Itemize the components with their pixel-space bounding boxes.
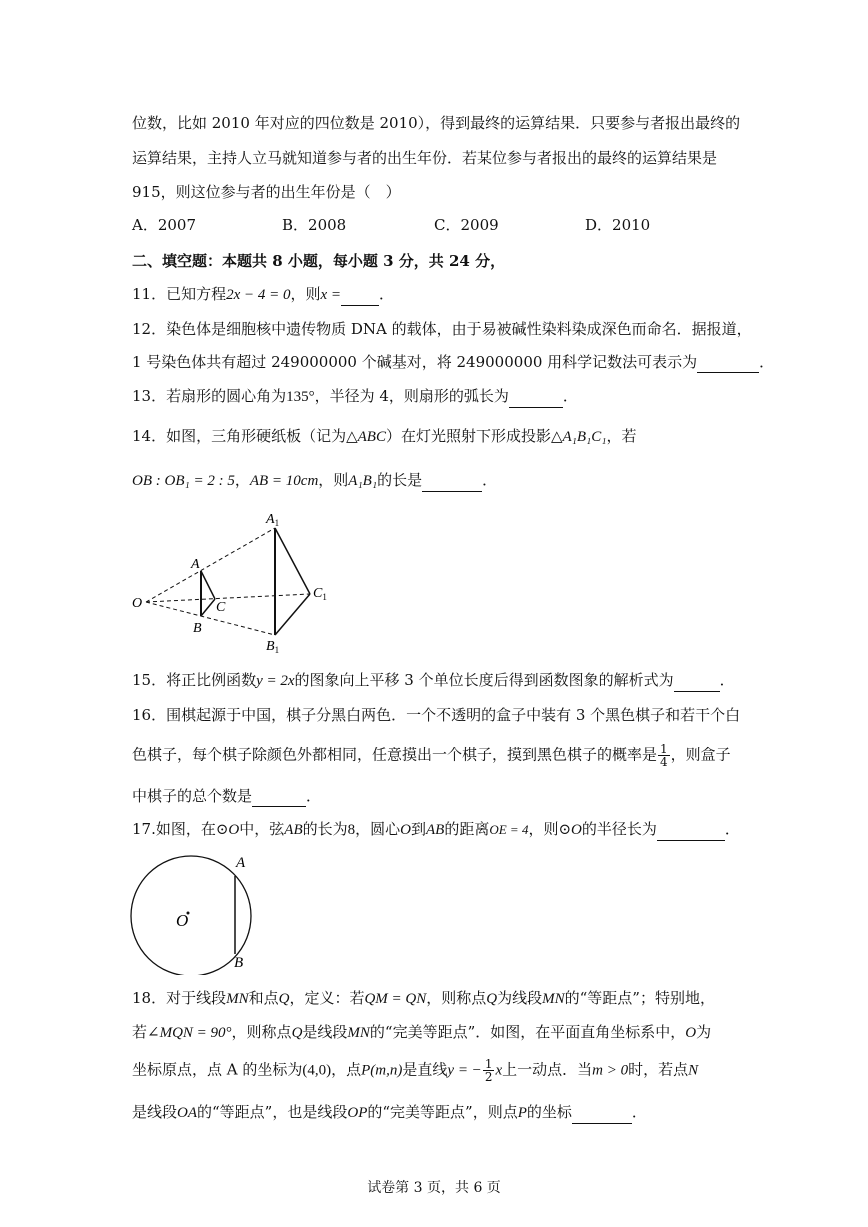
q18-text-3d: 上一动点．当: [502, 1060, 593, 1079]
q17-text-a: 17.如图，在: [132, 820, 216, 838]
label-b1: $B_1$: [266, 639, 280, 655]
q14-ab: AB = 10cm: [249, 473, 319, 489]
choice-b: B．2008: [282, 216, 347, 234]
label-c1: $C_1$: [313, 586, 327, 602]
projection-figure: [125, 505, 345, 655]
q17-text-h: 的半径长为: [581, 820, 657, 838]
fraction-numerator: 1: [660, 742, 668, 756]
q15-function: y = 2x: [256, 673, 295, 689]
q18-text-2a: 若: [132, 1023, 148, 1041]
q18-text-1d: ，则称点: [426, 989, 487, 1007]
q17-text-f: 的距离: [444, 820, 490, 838]
q15-text-a: 15．将正比例函数: [132, 671, 257, 689]
q14-text-f: 的长是: [377, 471, 423, 489]
q18-text-1b: 和点: [248, 989, 279, 1007]
q18-text-2d: 的“完美等距点”．如图，在平面直角坐标系中，: [369, 1023, 686, 1041]
q18-q: Q: [278, 991, 290, 1007]
q13-text-b: ，半径为 4，则扇形的弧长为: [314, 387, 509, 405]
q17-chord-2: AB: [426, 822, 445, 838]
q18-line2: [132, 1021, 711, 1044]
fraction-denominator: 4: [660, 755, 668, 769]
q18-text-2b: ，则称点: [231, 1023, 292, 1041]
label-b: B: [234, 955, 244, 971]
q17-circle: ⊙O: [215, 822, 240, 838]
q18-end: ．: [631, 1103, 647, 1121]
q17-circle-2: ⊙O: [558, 822, 582, 838]
q14-text-d: ，: [234, 471, 250, 489]
q17-text-d: ，圆心: [355, 820, 401, 838]
q17-text-b: 中，弦: [239, 820, 285, 838]
q14-triangle-abc: △ABC: [346, 429, 386, 445]
q13: [132, 385, 578, 408]
q18-text-1f: 的“等距点”；特别地，: [564, 989, 715, 1007]
q18-text-3c: 是直线: [402, 1060, 448, 1079]
answer-blank: [422, 473, 482, 492]
q10-line1: 位数，比如 2010 年对应的四位数是 2010），得到最终的运算结果．只要参与者报出最终的: [132, 114, 741, 132]
slope-fraction: [483, 1058, 495, 1083]
label-a1: $A_1$: [266, 512, 280, 528]
edge-a1c1: [275, 528, 310, 594]
answer-blank: [252, 788, 306, 807]
fraction-numerator: 1: [484, 1057, 493, 1071]
q18-mn3: MN: [347, 1025, 370, 1041]
q16-text-a: 色棋子，每个棋子除颜色外都相同，任意摸出一个棋子，摸到黑色棋子的概率是: [132, 745, 658, 764]
answer-blank: [341, 287, 379, 306]
edge-b1c1: [275, 594, 310, 635]
q14-text-c: ，若: [606, 427, 637, 445]
choice-c: C．2009: [434, 216, 499, 234]
page-footer: 试卷第 3 页，共 6 页: [367, 1180, 501, 1196]
q14-text-b: ）在灯光照射下形成投影: [385, 427, 551, 445]
probability-fraction: [658, 743, 670, 768]
q18-line1: [132, 987, 715, 1010]
q16-line2: [132, 743, 731, 768]
circle-figure: [125, 850, 265, 975]
choice-d: D．2010: [585, 216, 651, 234]
answer-blank: [697, 354, 759, 373]
q17-length: 8: [347, 822, 356, 838]
q16-end: ．: [306, 787, 322, 805]
q14-text-a: 14．如图，三角形硬纸板（记为: [132, 427, 347, 445]
q18-coord-a: (4,0): [302, 1062, 332, 1079]
answer-blank: [572, 1105, 632, 1124]
label-a: A: [191, 557, 200, 572]
q16-line1: 16．围棋起源于中国，棋子分黑白两色．一个不透明的盒子中装有 3 个黑色棋子和若干个白: [132, 706, 741, 724]
q14-end: ．: [482, 471, 498, 489]
q11: [132, 283, 394, 306]
q17-end: ．: [724, 820, 740, 838]
q11-end: ．: [379, 285, 395, 303]
q12-line2: [132, 351, 774, 373]
q15-text-b: 的图象向上平移 3 个单位长度后得到函数图象的解析式为: [294, 671, 674, 689]
q18-condition: QM = QN: [364, 991, 427, 1007]
q18-text-4c: 的“完美等距点”，则点: [367, 1103, 518, 1121]
q14-line1: [132, 425, 637, 448]
choice-a: A．2007: [132, 216, 197, 234]
q18-text-4a: 是线段: [132, 1103, 178, 1121]
q18-mn2: MN: [542, 991, 565, 1007]
q18-line3: [132, 1058, 698, 1083]
answer-blank: [509, 389, 563, 408]
fraction-denominator: 2: [484, 1070, 493, 1084]
q12-line1: 12．染色体是细胞核中遗传物质 DNA 的载体，由于易被碱性染料染成深色而命名．据报道，: [132, 320, 752, 338]
label-b: B: [193, 621, 202, 636]
q14-text-e: ，则: [318, 471, 349, 489]
q17-chord: AB: [284, 822, 303, 838]
q18-oa: OA: [177, 1105, 198, 1121]
q18-angle: ∠MQN = 90°: [147, 1025, 232, 1041]
q18-p2: P: [517, 1105, 527, 1121]
circle-o: [131, 856, 251, 975]
q15: [132, 669, 735, 692]
q18-line-x: x: [495, 1062, 503, 1079]
q18-text-4d: 的坐标: [526, 1103, 572, 1121]
q17-center: O: [400, 822, 411, 838]
q13-end: ．: [562, 387, 578, 405]
q13-angle: 135°: [286, 389, 315, 405]
label-o: O: [132, 596, 143, 611]
ray-o-c1: [146, 594, 310, 602]
q18-origin: O: [685, 1025, 697, 1041]
q18-text-4b: 的“等距点”，也是线段: [197, 1103, 348, 1121]
ray-o-b1: [146, 602, 275, 635]
answer-blank: [657, 822, 725, 841]
answer-blank: [674, 673, 720, 692]
q17-text-g: ，则: [528, 820, 559, 838]
q17-text-c: 的长为: [302, 820, 348, 838]
q17-oe: OE = 4: [489, 822, 529, 837]
q18-mn: MN: [226, 991, 249, 1007]
label-o: O: [176, 911, 189, 930]
q14-seg: A₁B₁: [348, 473, 378, 489]
q15-end: ．: [719, 671, 735, 689]
edge-ac: [201, 571, 215, 599]
q18-text-2e: 为: [696, 1023, 712, 1041]
q18-line-y: y = −: [447, 1062, 482, 1079]
q18-text-1c: ，定义：若: [289, 989, 365, 1007]
q18-n: N: [688, 1062, 699, 1079]
q18-condition-m: m > 0: [592, 1062, 629, 1079]
q10-line2: 运算结果，主持人立马就知道参与者的出生年份．若某位参与者报出的最终的运算结果是: [132, 149, 718, 167]
q11-text-a: 11．已知方程: [132, 285, 227, 303]
q12-end: ．: [759, 353, 775, 371]
q18-text-1e: 为线段: [497, 989, 543, 1007]
q18-q2: Q: [486, 991, 498, 1007]
q18-text-3a: 坐标原点，点 A 的坐标为: [132, 1060, 303, 1079]
q18-text-3e: 时，若点: [628, 1060, 689, 1079]
edge-bc: [201, 599, 215, 616]
q16-text-b: ，则盒子: [670, 745, 731, 764]
q18-q3: Q: [291, 1025, 303, 1041]
q10-choices: [132, 214, 752, 236]
q13-text-a: 13．若扇形的圆心角为: [132, 387, 287, 405]
q18-text-1a: 18．对于线段: [132, 989, 227, 1007]
q17: [132, 818, 740, 841]
section-heading: 二、填空题：本题共 8 小题，每小题 3 分，共 24 分，: [132, 252, 506, 270]
q18-text-3b: ，点: [331, 1060, 362, 1079]
q18-text-2c: 是线段: [302, 1023, 348, 1041]
q11-var: x =: [320, 287, 342, 303]
q16-line3: [132, 785, 321, 807]
q11-text-b: ，则: [290, 285, 321, 303]
q16-text-c: 中棋子的总个数是: [132, 787, 253, 805]
q14-line2: [132, 469, 497, 492]
q11-equation: 2x − 4 = 0: [226, 287, 291, 303]
q18-point-p: P(m,n): [361, 1062, 403, 1079]
label-a: A: [236, 855, 246, 871]
label-c: C: [216, 600, 226, 615]
q17-text-e: 到: [410, 820, 426, 838]
q18-op: OP: [347, 1105, 368, 1121]
q14-ratio: OB : OB₁ = 2 : 5: [132, 473, 235, 489]
q14-triangle-a1b1c1: △A₁B₁C₁: [550, 429, 607, 445]
q12-text: 1 号染色体共有超过 249000000 个碱基对，将 249000000 用科学记数法可表示为: [132, 353, 698, 371]
q18-line4: [132, 1101, 647, 1124]
q10-line3: 915，则这位参与者的出生年份是（ ）: [132, 183, 401, 201]
